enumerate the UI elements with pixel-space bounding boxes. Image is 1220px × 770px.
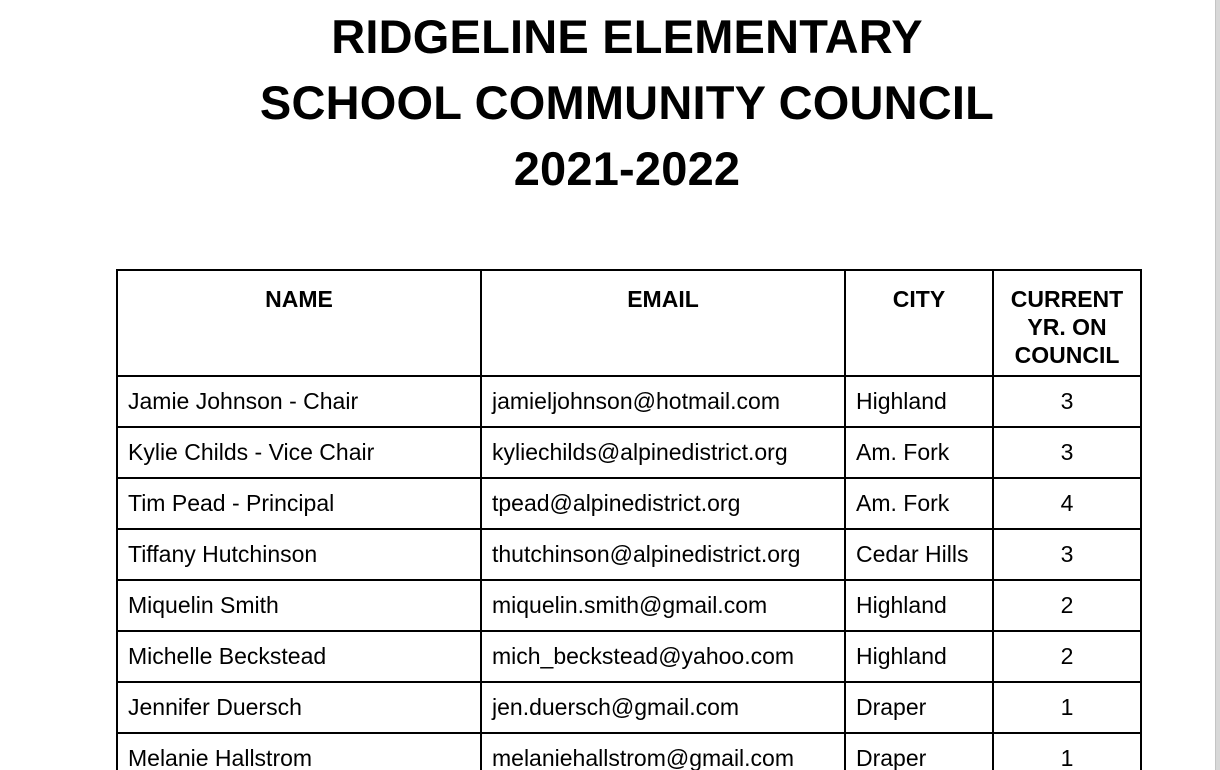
council-members-table (116, 269, 1142, 770)
cell-year: 1 (993, 733, 1141, 770)
cell-email: jen.duersch@gmail.com (481, 682, 845, 733)
header-year-line1: CURRENT (1010, 286, 1124, 312)
cell-year: 2 (993, 631, 1141, 682)
cell-year: 1 (993, 682, 1141, 733)
table-row (117, 376, 1141, 427)
cell-year: 3 (993, 376, 1141, 427)
cell-name: Jamie Johnson - Chair (117, 376, 481, 427)
title-year: 2021-2022 (513, 142, 741, 195)
header-name: NAME (117, 270, 481, 376)
cell-name: Kylie Childs - Vice Chair (117, 427, 481, 478)
cell-city: Highland (845, 631, 993, 682)
table-row (117, 682, 1141, 733)
cell-email: jamieljohnson@hotmail.com (481, 376, 845, 427)
cell-email: thutchinson@alpinedistrict.org (481, 529, 845, 580)
cell-city: Draper (845, 733, 993, 770)
vertical-scrollbar[interactable] (1215, 0, 1220, 770)
cell-name: Tim Pead - Principal (117, 478, 481, 529)
header-year-line3: COUNCIL (1014, 342, 1120, 368)
header-email: EMAIL (481, 270, 845, 376)
table-row (117, 529, 1141, 580)
cell-email: melaniehallstrom@gmail.com (481, 733, 845, 770)
table-row (117, 427, 1141, 478)
cell-name: Jennifer Duersch (117, 682, 481, 733)
table-row (117, 478, 1141, 529)
cell-city: Draper (845, 682, 993, 733)
cell-city: Am. Fork (845, 427, 993, 478)
cell-city: Am. Fork (845, 478, 993, 529)
cell-year: 2 (993, 580, 1141, 631)
cell-name: Miquelin Smith (117, 580, 481, 631)
title-school: RIDGELINE ELEMENTARY (331, 10, 923, 63)
cell-name: Michelle Beckstead (117, 631, 481, 682)
cell-name: Tiffany Hutchinson (117, 529, 481, 580)
cell-city: Cedar Hills (845, 529, 993, 580)
header-year-line2: YR. ON (1027, 314, 1107, 340)
cell-name: Melanie Hallstrom (117, 733, 481, 770)
table-row (117, 631, 1141, 682)
cell-email: miquelin.smith@gmail.com (481, 580, 845, 631)
cell-city: Highland (845, 580, 993, 631)
cell-year: 3 (993, 529, 1141, 580)
cell-email: kyliechilds@alpinedistrict.org (481, 427, 845, 478)
cell-email: tpead@alpinedistrict.org (481, 478, 845, 529)
header-current-year (993, 270, 1141, 376)
document-title (0, 4, 1220, 202)
table-row (117, 580, 1141, 631)
cell-email: mich_beckstead@yahoo.com (481, 631, 845, 682)
cell-year: 3 (993, 427, 1141, 478)
title-council: SCHOOL COMMUNITY COUNCIL (259, 76, 995, 129)
header-city: CITY (845, 270, 993, 376)
table-row (117, 733, 1141, 770)
cell-year: 4 (993, 478, 1141, 529)
cell-city: Highland (845, 376, 993, 427)
table-header-row (117, 270, 1141, 376)
